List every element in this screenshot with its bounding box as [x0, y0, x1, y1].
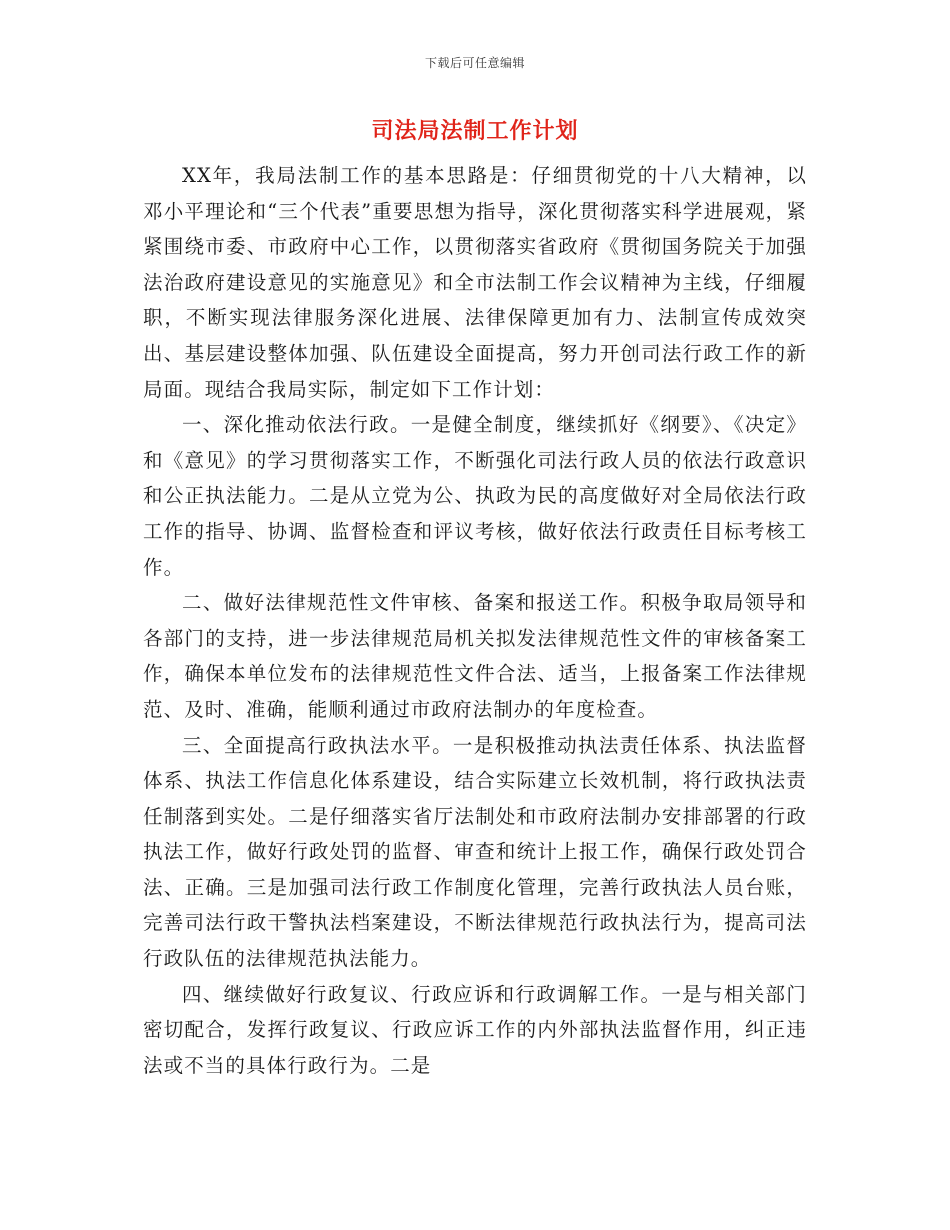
- paragraph-section-4: 四、继续做好行政复议、行政应诉和行政调解工作。一是与相关部门密切配合，发挥行政复议、行政应诉工作的内外部执法监督作用，纠正违法或不当的具体行政行为。二是: [143, 982, 807, 1077]
- document-body: [143, 158, 807, 1083]
- header-note: 下载后可任意编辑: [424, 56, 525, 70]
- paragraph-section-1: 一、深化推动依法行政。一是健全制度，继续抓好《纲要》、《决定》和《意见》的学习贯彻落实工作，不断强化司法行政人员的依法行政意识和公正执法能力。二是从立党为公、执政为民的高度做好对全局依法行政工作的指导、协调、监督检查和评议考核，做好依法行政责任目标考核工作。: [143, 413, 807, 579]
- document-title: 司法局法制工作计划: [371, 118, 579, 144]
- paragraph-intro: XX年，我局法制工作的基本思路是：仔细贯彻党的十八大精神，以邓小平理论和“三个代表”重要思想为指导，深化贯彻落实科学进展观，紧紧围绕市委、市政府中心工作，以贯彻落实省政府《贯彻国务院关于加强法治政府建设意见的实施意见》和全市法制工作会议精神为主线，仔细履职，不断实现法律服务深化进展、法律保障更加有力、法制宣传成效突出、基层建设整体加强、队伍建设全面提高，努力开创司法行政工作的新局面。现结合我局实际，制定如下工作计划：: [143, 164, 807, 401]
- paragraph-section-3: 三、全面提高行政执法水平。一是积极推动执法责任体系、执法监督体系、执法工作信息化体系建设，结合实际建立长效机制，将行政执法责任制落到实处。二是仔细落实省厅法制处和市政府法制办安排部署的行政执法工作，做好行政处罚的监督、审查和统计上报工作，确保行政处罚合法、正确。三是加强司法行政工作制度化管理，完善行政执法人员台账，完善司法行政干警执法档案建设，不断法律规范行政执法行为，提高司法行政队伍的法律规范执法能力。: [143, 733, 807, 971]
- paragraph-section-2: 二、做好法律规范性文件审核、备案和报送工作。积极争取局领导和各部门的支持，进一步法律规范局机关拟发法律规范性文件的审核备案工作，确保本单位发布的法律规范性文件合法、适当，上报备案工作法律规范、及时、准确，能顺利通过市政府法制办的年度检查。: [143, 591, 807, 721]
